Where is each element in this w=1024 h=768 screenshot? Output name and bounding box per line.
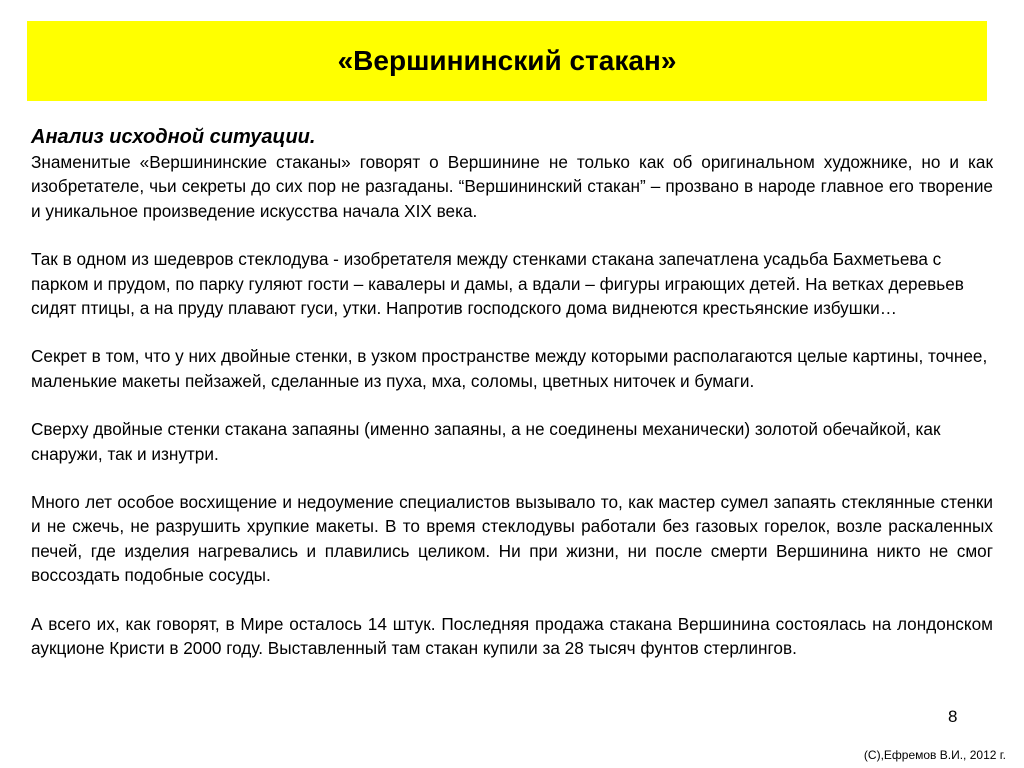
paragraph-6: А всего их, как говорят, в Мире осталось 14 штук. Последняя продажа стакана Вершинина состоялась на лондонском аукционе Кристи в 2000 году. Выставленный там стакан купили за 28 тысяч фунтов стерлингов. bbox=[31, 613, 993, 659]
paragraph-5: Много лет особое восхищение и недоумение специалистов вызывало то, как мастер сумел запаять стеклянные стенки и не сжечь, не разрушить хрупкие макеты. В то время стеклодувы работали без газовых горелок, возле раскаленных печей, где изделия нагревались и плавились целиком. Ни при жизни, ни после смерти Вершинина никто не смог воссоздать подобные сосуды. bbox=[31, 492, 993, 586]
title-banner bbox=[27, 21, 987, 101]
paragraph-1: Знаменитые «Вершининские стаканы» говорят о Вершинине не только как об оригинальном художнике, но и как изобретателе, чьи секреты до сих пор не разгаданы. “Вершининский стакан” – прозвано в народе главное его творение и уникальное произведение искусства начала XIX века. bbox=[31, 152, 993, 221]
section-heading: Анализ исходной ситуации. bbox=[31, 126, 316, 148]
paragraph-4: Сверху двойные стенки стакана запаяны (именно запаяны, а не соединены механически) золотой обечайкой, как снаружи, так и изнутри. bbox=[31, 419, 941, 464]
paragraph-2: Так в одном из шедевров стеклодува - изобретателя между стенками стакана запечатлена усадьба Бахметьева с парком и прудом, по парку гуляют гости – кавалеры и дамы, а вдали – фигуры играющих детей. На ветках деревьев сидят птицы, а на пруду плавают гуси, утки. Напротив господского дома виднеются крестьянские избушки… bbox=[31, 249, 964, 319]
page-number: 8 bbox=[948, 707, 958, 726]
slide-title: «Вершининский стакан» bbox=[337, 45, 677, 76]
slide-body bbox=[31, 124, 993, 685]
paragraph-3: Секрет в том, что у них двойные стенки, в узком пространстве между которыми располагаются целые картины, точнее, маленькие макеты пейзажей, сделанные из пуха, мха, соломы, цветных ниточек и бумаги. bbox=[31, 346, 988, 391]
copyright-notice: (С),Ефремов В.И., 2012 г. bbox=[863, 748, 1006, 762]
